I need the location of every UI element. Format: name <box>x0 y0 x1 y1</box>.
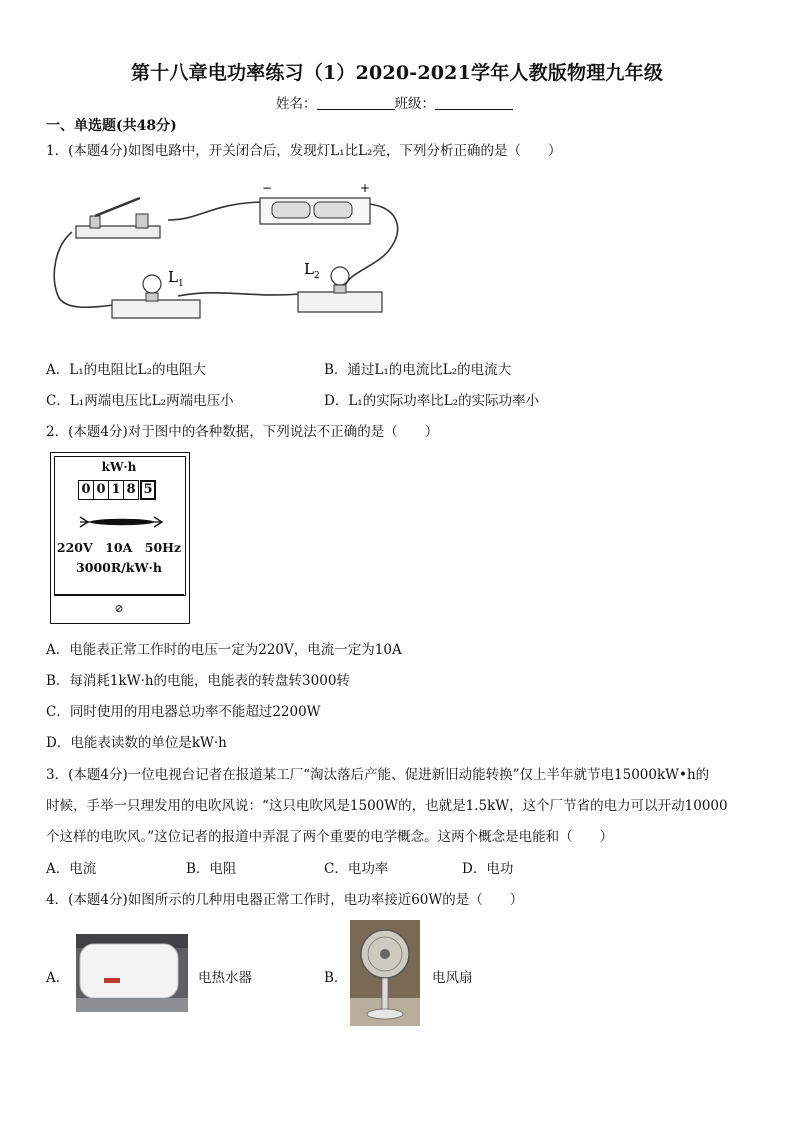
question-2-stem: 2．(本题4分)对于图中的各种数据，下列说法不正确的是（ ） <box>46 424 439 440</box>
q4-option-a-text[interactable]: 电热水器 <box>198 970 252 986</box>
name-blank[interactable] <box>317 96 395 110</box>
meter-digit: 8 <box>124 480 139 500</box>
circuit-figure <box>50 176 410 326</box>
student-info-line <box>276 92 513 112</box>
meter-specs: 220V 10A 50Hz <box>56 540 182 555</box>
q3-option-d[interactable]: D．电功 <box>462 861 514 877</box>
page-title: 第十八章电功率练习（1）2020-2021学年人教版物理九年级 <box>130 62 664 84</box>
meter-digit: 0 <box>94 480 109 500</box>
lamp-l1-subscript: 1 <box>178 279 184 289</box>
electricity-meter-figure <box>50 452 190 624</box>
battery-plus-sign: + <box>360 181 371 195</box>
meter-rate: 3000R/kW·h <box>76 560 162 575</box>
q1-option-b[interactable]: B．通过L₁的电流比L₂的电流大 <box>324 362 512 378</box>
q2-option-a[interactable]: A．电能表正常工作时的电压一定为220V，电流一定为10A <box>46 642 402 658</box>
meter-disk-arrow-icon <box>78 514 164 530</box>
lamp-l2-subscript: 2 <box>314 271 320 281</box>
question-3-stem-line-2: 时候，手举一只理发用的电吹风说：“这只电吹风是1500W的，也就是1.5kW，这个厂节省的电力可以开动10000 <box>46 798 728 814</box>
section-heading: 一、单选题(共48分) <box>46 118 177 134</box>
question-3-stem-line-3: 个这样的电吹风。”这位记者的报道中弄混了两个重要的电学概念。这两个概念是电能和（ ） <box>46 829 614 845</box>
meter-digits <box>78 480 155 500</box>
meter-unit: kW·h <box>101 460 137 474</box>
meter-screw-icon: ⊘ <box>114 602 124 615</box>
q3-option-c[interactable]: C．电功率 <box>324 861 389 877</box>
lamp-l2-label: L <box>304 260 314 278</box>
q2-option-d[interactable]: D．电能表读数的单位是kW·h <box>46 735 227 751</box>
q4-option-b-label[interactable]: B． <box>324 970 348 986</box>
name-label: 姓名： <box>276 96 317 112</box>
q4-option-a-label[interactable]: A． <box>46 970 70 986</box>
q2-option-b[interactable]: B．每消耗1kW·h的电能，电能表的转盘转3000转 <box>46 673 350 689</box>
q3-option-a[interactable]: A．电流 <box>46 861 97 877</box>
question-3-stem-line-1: 3．(本题4分)一位电视台记者在报道某工厂“淘汰落后产能、促进新旧动能转换”仅上半年就节电15000kW•h的 <box>46 767 710 783</box>
class-label: 班级： <box>394 96 435 112</box>
question-1-stem: 1．(本题4分)如图电路中，开关闭合后，发现灯L₁比L₂亮，下列分析正确的是（ ） <box>46 143 562 159</box>
q1-option-d[interactable]: D．L₁的实际功率比L₂的实际功率小 <box>324 393 540 409</box>
lamp-l1-label: L <box>168 268 178 286</box>
electric-fan-image[interactable] <box>350 920 420 1026</box>
class-blank[interactable] <box>435 96 513 110</box>
q2-option-c[interactable]: C．同时使用的用电器总功率不能超过2200W <box>46 704 321 720</box>
q1-option-c[interactable]: C．L₁两端电压比L₂两端电压小 <box>46 393 234 409</box>
q3-option-b[interactable]: B．电阻 <box>186 861 237 877</box>
meter-digit: 0 <box>78 480 94 500</box>
q4-option-b-text[interactable]: 电风扇 <box>432 970 473 986</box>
meter-digit: 1 <box>109 480 124 500</box>
water-heater-image[interactable] <box>76 934 188 1012</box>
battery-minus-sign: − <box>262 181 273 195</box>
q1-option-a[interactable]: A．L₁的电阻比L₂的电阻大 <box>46 362 207 378</box>
question-4-stem: 4．(本题4分)如图所示的几种用电器正常工作时，电功率接近60W的是（ ） <box>46 892 524 908</box>
meter-digit-decimal: 5 <box>141 481 155 499</box>
